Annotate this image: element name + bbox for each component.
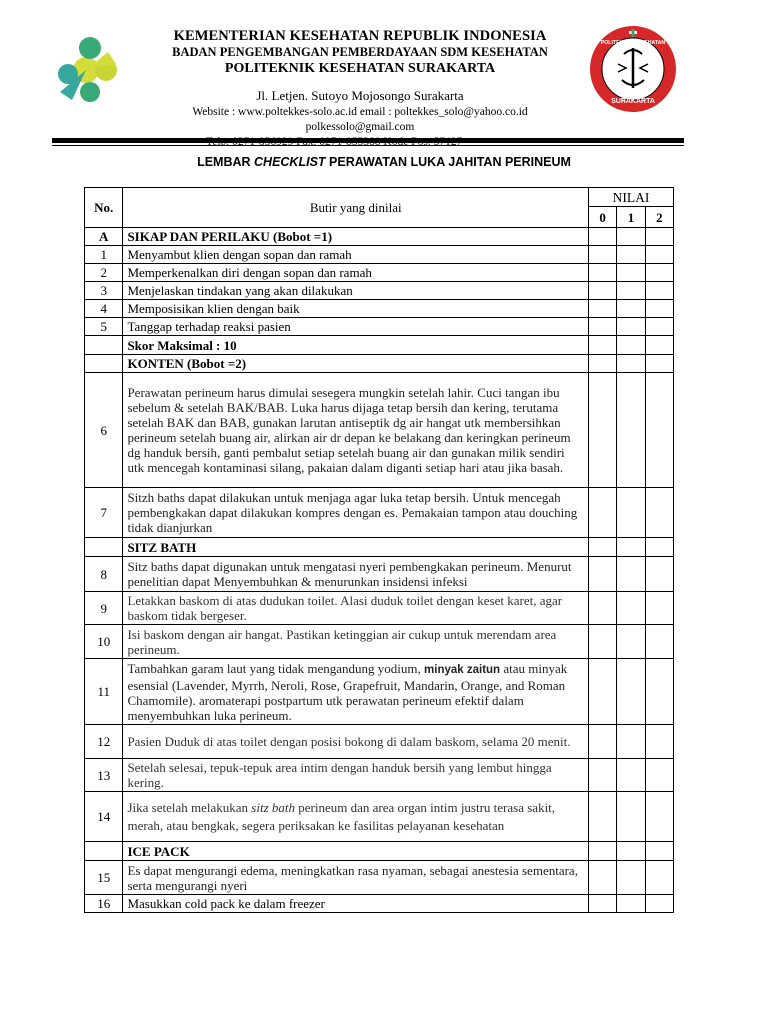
score-cell[interactable]: [588, 659, 616, 725]
score-cell[interactable]: [588, 355, 616, 373]
score-cell[interactable]: [588, 861, 616, 895]
col-header-score: NILAI: [588, 188, 673, 207]
row-no-empty: [85, 336, 123, 355]
row-14-text-a: Jika setelah melakukan: [127, 799, 252, 815]
score-cell[interactable]: [588, 336, 616, 355]
score-cell[interactable]: [645, 300, 673, 318]
score-cell[interactable]: [645, 264, 673, 282]
seal-top-text: POLITEKNIK KESEHATAN: [600, 40, 666, 46]
col-header-no: No.: [85, 188, 123, 228]
score-cell[interactable]: [617, 792, 645, 842]
score-cell[interactable]: [588, 725, 616, 759]
row-no: 16: [85, 895, 123, 913]
col-header-item: Butir yang dinilai: [123, 188, 589, 228]
row-11-text-b: atau minyak esensial (Lavender, Myrrh, Neroli, Rose, Grapefruit, Mandarin, Orange, and Roman Chamomile). aromaterapi postpartum utk perawatan perineum efektif dalam menyembuhkan luka perineum.: [127, 660, 568, 723]
score-cell[interactable]: [645, 861, 673, 895]
score-cell[interactable]: [645, 759, 673, 792]
title-prefix: LEMBAR: [197, 155, 255, 169]
row-item: Perawatan perineum harus dimulai sesegera mungkin setelah lahir. Cuci tangan ibu sebelum & setelah BAK/BAB. Luka harus dijaga tetap bersih dan kering, terutama setelah BAK dan BAB, gunakan larutan antiseptik dg air hangat utk membersihkan perineum setelah buang air, alirkan air dr depan ke belakang dan keringkan perineum dg handuk bersih, ganti pembalut setiap setelah buang air dan gunakan milik sendiri utk mencegah kontaminasi silang, pakaian dalam diganti setiap hari atau jika basah.: [123, 373, 589, 488]
row-item: Letakkan baskom di atas dudukan toilet. Alasi duduk toilet dengan keset karet, agar baskom tidak bergeser.: [123, 592, 589, 625]
row-no: 5: [85, 318, 123, 336]
score-cell[interactable]: [588, 264, 616, 282]
score-cell[interactable]: [588, 282, 616, 300]
address: Jl. Letjen. Sutoyo Mojosongo Surakarta: [256, 88, 464, 103]
row-no: 6: [85, 373, 123, 488]
score-cell[interactable]: [617, 488, 645, 538]
score-cell[interactable]: [588, 538, 616, 557]
website-email-line: Website : www.poltekkes-solo.ac.id email : poltekkes_solo@yahoo.co.id: [192, 106, 528, 118]
row-no: 7: [85, 488, 123, 538]
score-cell[interactable]: [588, 759, 616, 792]
score-cell[interactable]: [645, 246, 673, 264]
row-no: 3: [85, 282, 123, 300]
score-cell[interactable]: [645, 373, 673, 488]
section-a-label: A: [85, 228, 123, 246]
row-no: 1: [85, 246, 123, 264]
row-no: 11: [85, 659, 123, 725]
score-cell[interactable]: [645, 318, 673, 336]
row-no: 12: [85, 725, 123, 759]
row-item: [123, 659, 589, 725]
score-cell[interactable]: [617, 355, 645, 373]
score-cell[interactable]: [588, 625, 616, 659]
score-1-header: 1: [617, 207, 645, 228]
score-cell[interactable]: [645, 659, 673, 725]
row-item: Sitzh baths dapat dilakukan untuk menjaga agar luka tetap bersih. Untuk mencegah pembengkakan dapat dilakukan kompres dengan es. Pemakaian tampon atau douching tidak dianjurkan: [123, 488, 589, 538]
row-item: Sitz baths dapat digunakan untuk mengatasi nyeri pembengkakan perineum. Menurut penelitian dapat Menyembuhkan & menurunkan insidensi infeksi: [123, 557, 589, 592]
row-no: 9: [85, 592, 123, 625]
score-cell[interactable]: [645, 895, 673, 913]
title-suffix: PERAWATAN LUKA JAHITAN PERINEUM: [325, 155, 571, 169]
score-cell[interactable]: [617, 592, 645, 625]
score-cell[interactable]: [645, 842, 673, 861]
score-cell[interactable]: [617, 842, 645, 861]
score-cell[interactable]: [617, 246, 645, 264]
row-item: Menyambut klien dengan sopan dan ramah: [123, 246, 589, 264]
row-no-empty: [85, 538, 123, 557]
score-0-header: 0: [588, 207, 616, 228]
score-cell[interactable]: [645, 228, 673, 246]
score-cell[interactable]: [617, 895, 645, 913]
score-cell[interactable]: [617, 538, 645, 557]
row-no-empty: [85, 355, 123, 373]
score-cell[interactable]: [617, 336, 645, 355]
score-cell[interactable]: [588, 300, 616, 318]
row-item: Isi baskom dengan air hangat. Pastikan ketinggian air cukup untuk merendam area perineum.: [123, 625, 589, 659]
score-cell[interactable]: [617, 318, 645, 336]
school-name: POLITEKNIK KESEHATAN SURAKARTA: [224, 61, 496, 76]
row-no: 4: [85, 300, 123, 318]
header-rule-thin: [52, 145, 684, 146]
score-cell[interactable]: [588, 792, 616, 842]
section-konten-title: KONTEN (Bobot =2): [123, 355, 589, 373]
score-cell[interactable]: [645, 557, 673, 592]
score-cell[interactable]: [588, 842, 616, 861]
score-cell[interactable]: [617, 861, 645, 895]
row-no: 2: [85, 264, 123, 282]
ministry-name: KEMENTERIAN KESEHATAN REPUBLIK INDONESIA: [173, 28, 547, 44]
score-cell[interactable]: [617, 228, 645, 246]
row-no-empty: [85, 842, 123, 861]
score-cell[interactable]: [588, 373, 616, 488]
row-item: Masukkan cold pack ke dalam freezer: [123, 895, 589, 913]
score-cell[interactable]: [617, 557, 645, 592]
score-cell[interactable]: [617, 625, 645, 659]
section-sitz-title: SITZ BATH: [123, 538, 589, 557]
score-cell[interactable]: [588, 318, 616, 336]
row-14-text-italic: sitz bath: [251, 799, 295, 815]
row-no: 14: [85, 792, 123, 842]
title-italic: CHECKLIST: [254, 155, 326, 169]
score-cell[interactable]: [645, 792, 673, 842]
score-cell[interactable]: [645, 592, 673, 625]
score-cell[interactable]: [645, 625, 673, 659]
score-cell[interactable]: [588, 592, 616, 625]
header-rule-thick: [52, 138, 684, 143]
score-cell[interactable]: [617, 725, 645, 759]
checklist-table: [84, 187, 674, 913]
row-item: Menjelaskan tindakan yang akan dilakukan: [123, 282, 589, 300]
row-item: Setelah selesai, tepuk-tepuk area intim dengan handuk bersih yang lembut hingga kering.: [123, 759, 589, 792]
score-cell[interactable]: [617, 300, 645, 318]
score-cell[interactable]: [588, 228, 616, 246]
row-no: 10: [85, 625, 123, 659]
row-11-text-bold: minyak zaitun: [424, 663, 501, 676]
score-cell[interactable]: [588, 895, 616, 913]
row-item: Memposisikan klien dengan baik: [123, 300, 589, 318]
seal-bottom-text: SURAKARTA: [611, 98, 655, 105]
section-a-title: SIKAP DAN PERILAKU (Bobot =1): [123, 228, 589, 246]
row-item: Pasien Duduk di atas toilet dengan posisi bokong di dalam baskom, selama 20 menit.: [123, 725, 589, 759]
section-ice-title: ICE PACK: [123, 842, 589, 861]
row-no: 15: [85, 861, 123, 895]
agency-name: BADAN PENGEMBANGAN PEMBERDAYAAN SDM KESEHATAN: [172, 45, 548, 59]
score-cell[interactable]: [645, 488, 673, 538]
score-cell[interactable]: [617, 264, 645, 282]
score-cell[interactable]: [645, 538, 673, 557]
score-cell[interactable]: [645, 282, 673, 300]
row-item: Tanggap terhadap reaksi pasien: [123, 318, 589, 336]
row-no: 8: [85, 557, 123, 592]
score-cell[interactable]: [617, 282, 645, 300]
kemenkes-logo: [50, 34, 122, 106]
score-cell[interactable]: [588, 246, 616, 264]
row-14-text-b: perineum dan area organ intim justru terasa sakit, merah, atau bengkak, segera periksakan ke fasilitas pelayanan kesehatan: [127, 799, 556, 833]
score-cell[interactable]: [617, 659, 645, 725]
row-item: Es dapat mengurangi edema, meningkatkan rasa nyaman, sebagai anestesia sementara, serta mengurangi nyeri: [123, 861, 589, 895]
poltekkes-seal-logo: [588, 24, 678, 114]
score-cell[interactable]: [617, 759, 645, 792]
row-item: Memperkenalkan diri dengan sopan dan ramah: [123, 264, 589, 282]
secondary-email: polkessolo@gmail.com: [305, 121, 415, 133]
score-cell[interactable]: [588, 488, 616, 538]
max-score-label: Skor Maksimal : 10: [123, 336, 589, 355]
score-2-header: 2: [645, 207, 673, 228]
score-cell[interactable]: [645, 336, 673, 355]
score-cell[interactable]: [617, 373, 645, 488]
score-cell[interactable]: [588, 557, 616, 592]
row-11-text-a: Tambahkan garam laut yang tidak mengandung yodium,: [127, 660, 425, 676]
row-no: 13: [85, 759, 123, 792]
score-cell[interactable]: [645, 725, 673, 759]
sheet-title: [0, 155, 768, 169]
score-cell[interactable]: [645, 355, 673, 373]
row-item: [123, 792, 589, 842]
